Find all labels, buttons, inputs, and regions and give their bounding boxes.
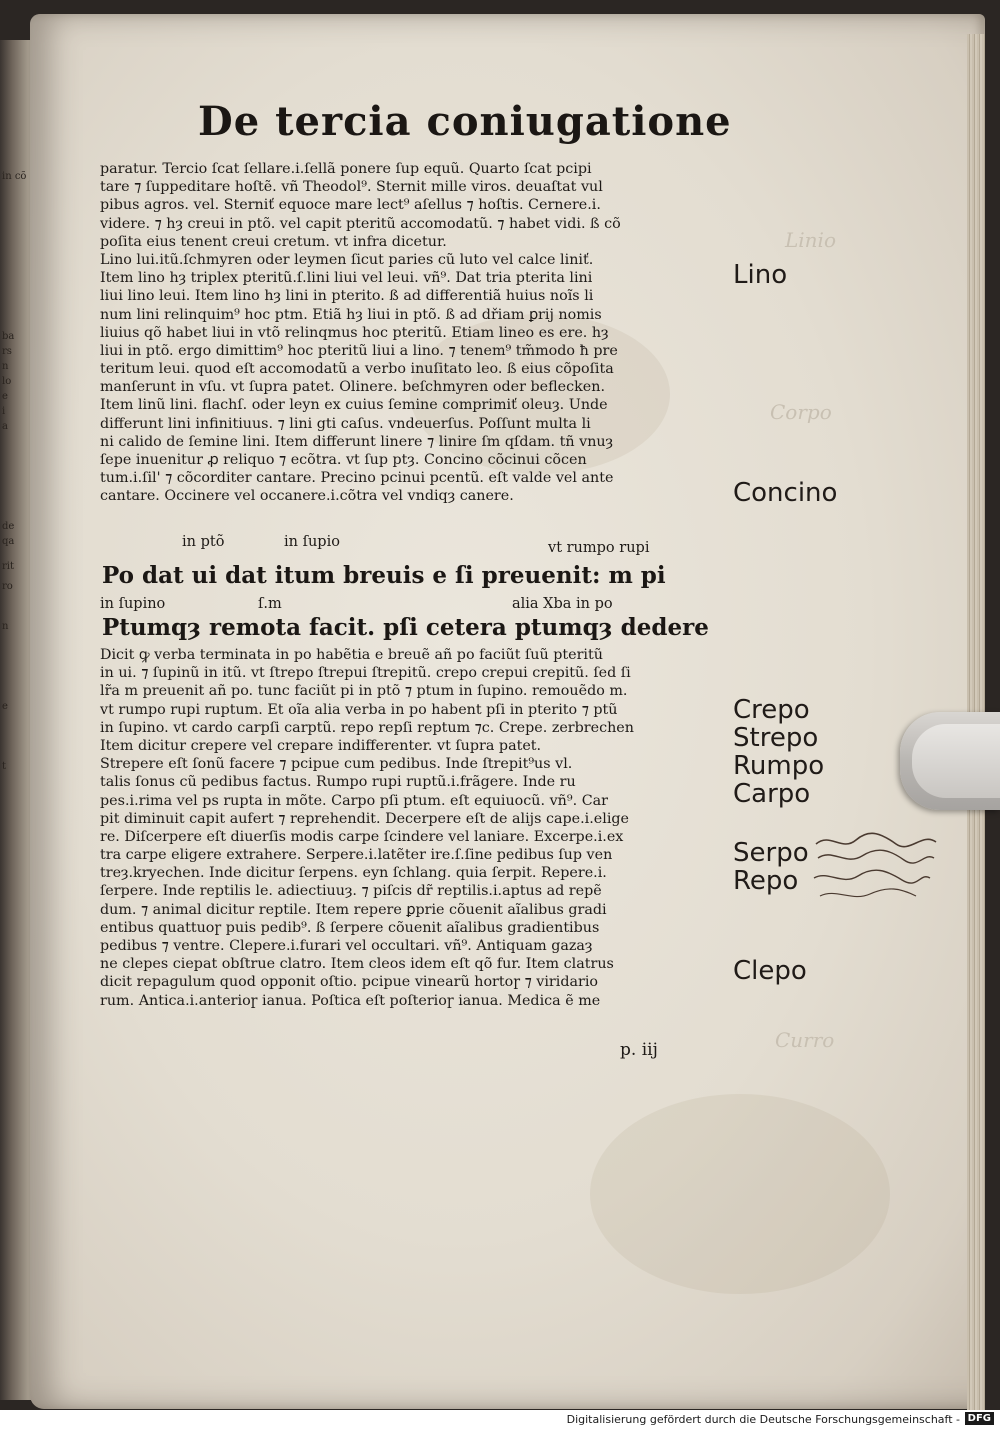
text-line: tum.i.ſil' ⁊ cõcorditer cantare. Precino pcinui pcentũ. eſt valde vel ante xyxy=(100,470,614,487)
text-line: liuius qõ habet liui in vtõ relinqmus hoc pteritũ. Etiam lineo es ere. hȝ xyxy=(100,324,609,341)
facing-page-fragment: t xyxy=(2,761,7,772)
text-line: Item lino hȝ triplex pteritũ.ſ.lini liui vel leui. vñ⁹. Dat tria pterita lini xyxy=(100,270,593,287)
text-line: treȝ.kryechen. Inde dicitur ſerpens. eyn ſchlang. quia ſerpit. Repere.i. xyxy=(100,865,607,882)
funding-credit: Digitalisierung gefördert durch die Deutsche Forschungsgemeinschaft - xyxy=(566,1413,960,1426)
marginal-heading: Rumpo xyxy=(733,751,825,781)
marginal-heading: Strepo xyxy=(733,723,819,753)
facing-page-fragment: a xyxy=(2,421,8,432)
text-line: rum. Antica.i.anterioɼ ianua. Poſtica eſt poſterioɼ ianua. Medica ẽ me xyxy=(100,992,601,1009)
text-line: dicit repagulum quod opponit oſtio. pcipue vinearũ hortoɼ ⁊ viridario xyxy=(100,974,599,991)
text-line: vt rumpo rupi ruptum. Et oĩa alia verba in po habent pſi in pterito ⁊ ptũ xyxy=(100,701,618,718)
text-line: pedibus ⁊ ventre. Clepere.i.furari vel occultari. vñ⁹. Antiquam gazaȝ xyxy=(100,938,593,954)
interlinear-gloss: alia Xba in po xyxy=(512,596,613,612)
text-line: pibus agros. vel. Sterniť equoce mare lect⁹ aſellus ⁊ hoſtis. Cernere.i. xyxy=(100,197,601,214)
text-line: ſepe inuenitur ꝓ reliquo ⁊ ecõtra. vt ſup ptȝ. Concino cõcinui cõcen xyxy=(100,452,587,468)
text-line: paratur. Tercio ſcat ſellare.i.ſellã ponere ſup equũ. Quarto ſcat pcipi xyxy=(100,161,592,177)
text-line: Item dicitur crepere vel crepare indifferenter. vt ſupra patet. xyxy=(100,737,542,754)
marginal-heading: Crepo xyxy=(733,695,810,725)
facing-page-fragment: ba xyxy=(2,331,15,342)
facing-page-fragment: rs xyxy=(2,346,12,357)
text-line: liui lino leui. Item lino hȝ lini in pterito. ß ad differentiã huius noĩs li xyxy=(100,288,594,305)
text-block-upper xyxy=(100,160,621,506)
interlinear-gloss: in ptõ xyxy=(182,534,225,550)
verse-line: Ptumqȝ remota facit. pſi cetera ptumqȝ dedere xyxy=(102,614,709,641)
facing-page-fragment: e xyxy=(2,701,8,712)
text-line: in ſupino. vt cardo carpſi carptũ. repo repſi reptum ⁊c. Crepe. zerbrechen xyxy=(100,719,634,736)
facing-page-fragment: de xyxy=(2,521,15,532)
text-line: entibus quattuoɼ puis pedib⁹. ß ſerpere cõuenit aĩalibus gradientibus xyxy=(100,919,600,936)
page-clip xyxy=(900,712,1000,810)
interlinear-gloss: in ſupio xyxy=(284,534,340,550)
facing-page-fragment: n xyxy=(2,361,9,372)
marginal-heading: Serpo xyxy=(733,838,809,868)
text-line: pit diminuit capit aufert ⁊ reprehendit. Decerpere eſt de alijs cape.i.elige xyxy=(100,810,630,827)
text-line: Lino lui.itũ.ſchmyren oder leymen ſicut paries cũ luto vel calce liniť. xyxy=(100,251,594,268)
text-line: pes.i.rima vel ps rupta in mõte. Carpo pſi ptum. eſt equiuocũ. vñ⁹. Car xyxy=(100,792,608,809)
text-line: cantare. Occinere vel occanere.i.cõtra vel vndiqȝ canere. xyxy=(100,488,514,505)
text-line: manſerunt in vſu. vt ſupra patet. Olinere. beſchmyren oder beflecken. xyxy=(100,379,606,396)
text-line: tare ⁊ ſuppeditare hoſtẽ. vñ Theodol⁹. Sternit mille viros. deuaſtat vul xyxy=(100,179,603,196)
facing-page-fragment: in cõ xyxy=(2,171,27,182)
text-line: differunt lini infinitiuus. ⁊ lini gti caſus. vndeuerſus. Poſſunt multa li xyxy=(100,415,591,432)
text-line: ni calido de ſemine lini. Item differunt linere ⁊ linire ſm qſdam. tñ vnuȝ xyxy=(100,433,614,450)
text-block-lower xyxy=(100,646,634,1010)
text-line: tra carpe eligere extrahere. Serpere.i.latẽter ire.ſ.ſine pedibus ſup ven xyxy=(100,847,613,864)
page-heading: De tercia coniugatione xyxy=(198,98,732,145)
show-through-note: Curro xyxy=(775,1028,835,1052)
text-line: lr̃a m preuenit añ po. tunc faciũt pi in ptõ ⁊ ptum in ſupino. remouẽdo m. xyxy=(100,683,628,700)
interlinear-gloss: ſ.m xyxy=(258,596,282,612)
facing-page-fragment: e xyxy=(2,391,8,402)
text-line: dum. ⁊ animal dicitur reptile. Item repere ꝑprie cõuenit aĩalibus gradi xyxy=(100,901,607,918)
footer-bar xyxy=(0,1410,1000,1431)
interlinear-gloss: vt rumpo rupi xyxy=(548,540,650,556)
text-line: Dicit ꝙ verba terminata in po habẽtia e breuẽ añ po faciũt ſuũ pteritũ xyxy=(100,647,603,663)
verse-line: Po dat ui dat itum breuis e ſi preuenit: m pi xyxy=(102,562,666,589)
marginal-heading: Concino xyxy=(733,478,838,508)
paper-stain xyxy=(590,1094,890,1294)
facing-page-fragment: rit xyxy=(2,561,14,572)
facing-page-fragment: n xyxy=(2,621,9,632)
text-line: poſita eius tenent creui cretum. vt infra dicetur. xyxy=(100,233,447,250)
dfg-logo: DFG xyxy=(965,1412,994,1425)
text-line: num lini relinquim⁹ hoc ptm. Etiã hȝ liui in ptõ. ß ad dřiam ꝑrij nomis xyxy=(100,306,602,323)
marginal-heading: Repo xyxy=(733,866,799,896)
marginal-heading: Clepo xyxy=(733,956,807,986)
text-line: videre. ⁊ hȝ creui in ptõ. vel capit pteritũ accomodatũ. ⁊ habet vidi. ß cõ xyxy=(100,215,621,232)
show-through-note: Corpo xyxy=(770,400,832,424)
facing-page-fragment: i xyxy=(2,406,6,417)
text-line: Strepere eſt ſonũ facere ⁊ pcipue cum pedibus. Inde ſtrepit⁹us vl. xyxy=(100,756,573,773)
text-line: liui in ptõ. ergo dimittim⁹ hoc pteritũ liui a lino. ⁊ tenem⁹ tm̃modo ħ pre xyxy=(100,342,618,359)
handwritten-annotation xyxy=(812,830,942,910)
text-line: in ui. ⁊ ſupinũ in itũ. vt ſtrepo ſtrepui ſtrepitũ. crepo crepui crepitũ. ſed ſi xyxy=(100,665,631,682)
text-line: talis ſonus cũ pedibus factus. Rumpo rupi ruptũ.i.frãgere. Inde ru xyxy=(100,774,576,791)
text-line: teritum leui. quod eſt accomodatũ a verbo inuſitato leo. ß eius cõpoſita xyxy=(100,361,614,378)
text-line: Item linũ lini. flachſ. oder leyn ex cuius ſemine comprimiť oleuȝ. Unde xyxy=(100,397,608,414)
text-line: ſerpere. Inde reptilis le. adiectiuuȝ. ⁊ piſcis dr̃ reptilis.i.aptus ad repẽ xyxy=(100,883,602,900)
facing-page-fragment: lo xyxy=(2,376,12,387)
signature-mark: p. iij xyxy=(620,1040,658,1060)
facing-page-fragment: ro xyxy=(2,581,13,592)
text-line: re. Diſcerpere eſt diuerſis modis carpe ſcindere vel laniare. Excerpe.i.ex xyxy=(100,828,624,845)
interlinear-gloss: in ſupino xyxy=(100,596,166,612)
facing-page-fragment: qa xyxy=(2,536,15,547)
marginal-heading: Carpo xyxy=(733,779,811,809)
show-through-note: Linio xyxy=(785,228,836,252)
text-line: ne clepes ciepat obſtrue clatro. Item cleos idem eſt qõ fur. Item clatrus xyxy=(100,956,614,973)
marginal-heading: Lino xyxy=(733,260,788,290)
